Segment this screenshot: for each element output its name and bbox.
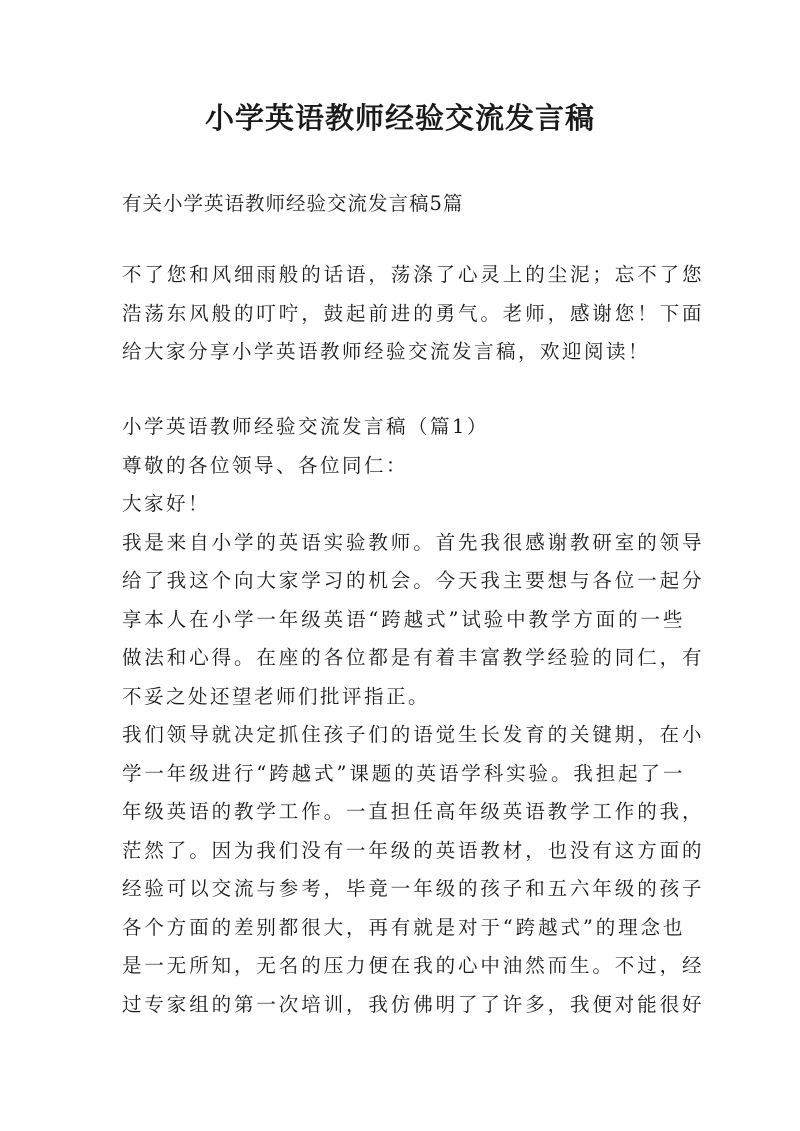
- document-subtitle: 有关小学英语教师经验交流发言稿5篇: [122, 192, 464, 215]
- text-line: 我是来自小学的英语实验教师。首先我很感谢教研室的领导: [122, 530, 705, 554]
- text-line: 给了我这个向大家学习的机会。今天我主要想与各位一起分: [122, 569, 705, 592]
- text-line: 经验可以交流与参考，毕竟一年级的孩子和五六年级的孩子: [122, 877, 705, 900]
- greeting: 大家好！: [122, 492, 211, 515]
- text-line: 是一无所知，无名的压力便在我的心中油然而生。不过，经: [122, 954, 705, 977]
- intro-paragraph: [122, 256, 705, 372]
- text-line: 我们领导就决定抓住孩子们的语觉生长发育的关键期，在小: [122, 723, 705, 746]
- text-line: 年级英语的教学工作。一直担任高年级英语教学工作的我，: [122, 800, 705, 823]
- text-line: 享本人在小学一年级英语“跨越式”试验中教学方面的一些: [122, 607, 686, 631]
- salutation: 尊敬的各位领导、各位同仁：: [122, 453, 409, 477]
- text-line: 学一年级进行“跨越式”课题的英语学科实验。我担起了一: [122, 761, 686, 785]
- text-line: 做法和心得。在座的各位都是有着丰富教学经验的同仁，有: [122, 646, 705, 669]
- text-line: 浩荡东风般的叮咛，鼓起前进的勇气。老师，感谢您！下面: [122, 301, 705, 325]
- text-line: 过专家组的第一次培训，我仿佛明了了许多，我便对能很好: [122, 992, 705, 1016]
- text-line: 各个方面的差别都很大，再有就是对于“跨越式”的理念也: [122, 915, 686, 939]
- text-line: 不妥之处还望老师们批评指正。: [122, 684, 431, 708]
- text-line: 给大家分享小学英语教师经验交流发言稿，欢迎阅读！: [122, 340, 651, 363]
- section-heading: 小学英语教师经验交流发言稿（篇1）: [122, 415, 489, 438]
- text-line: 茫然了。因为我们没有一年级的英语教材，也没有这方面的: [122, 838, 705, 862]
- body-text: [122, 408, 705, 1024]
- text-line: 不了您和风细雨般的话语，荡涤了心灵上的尘泥；忘不了您: [122, 263, 705, 286]
- document-title: 小学英语教师经验交流发言稿: [204, 101, 595, 135]
